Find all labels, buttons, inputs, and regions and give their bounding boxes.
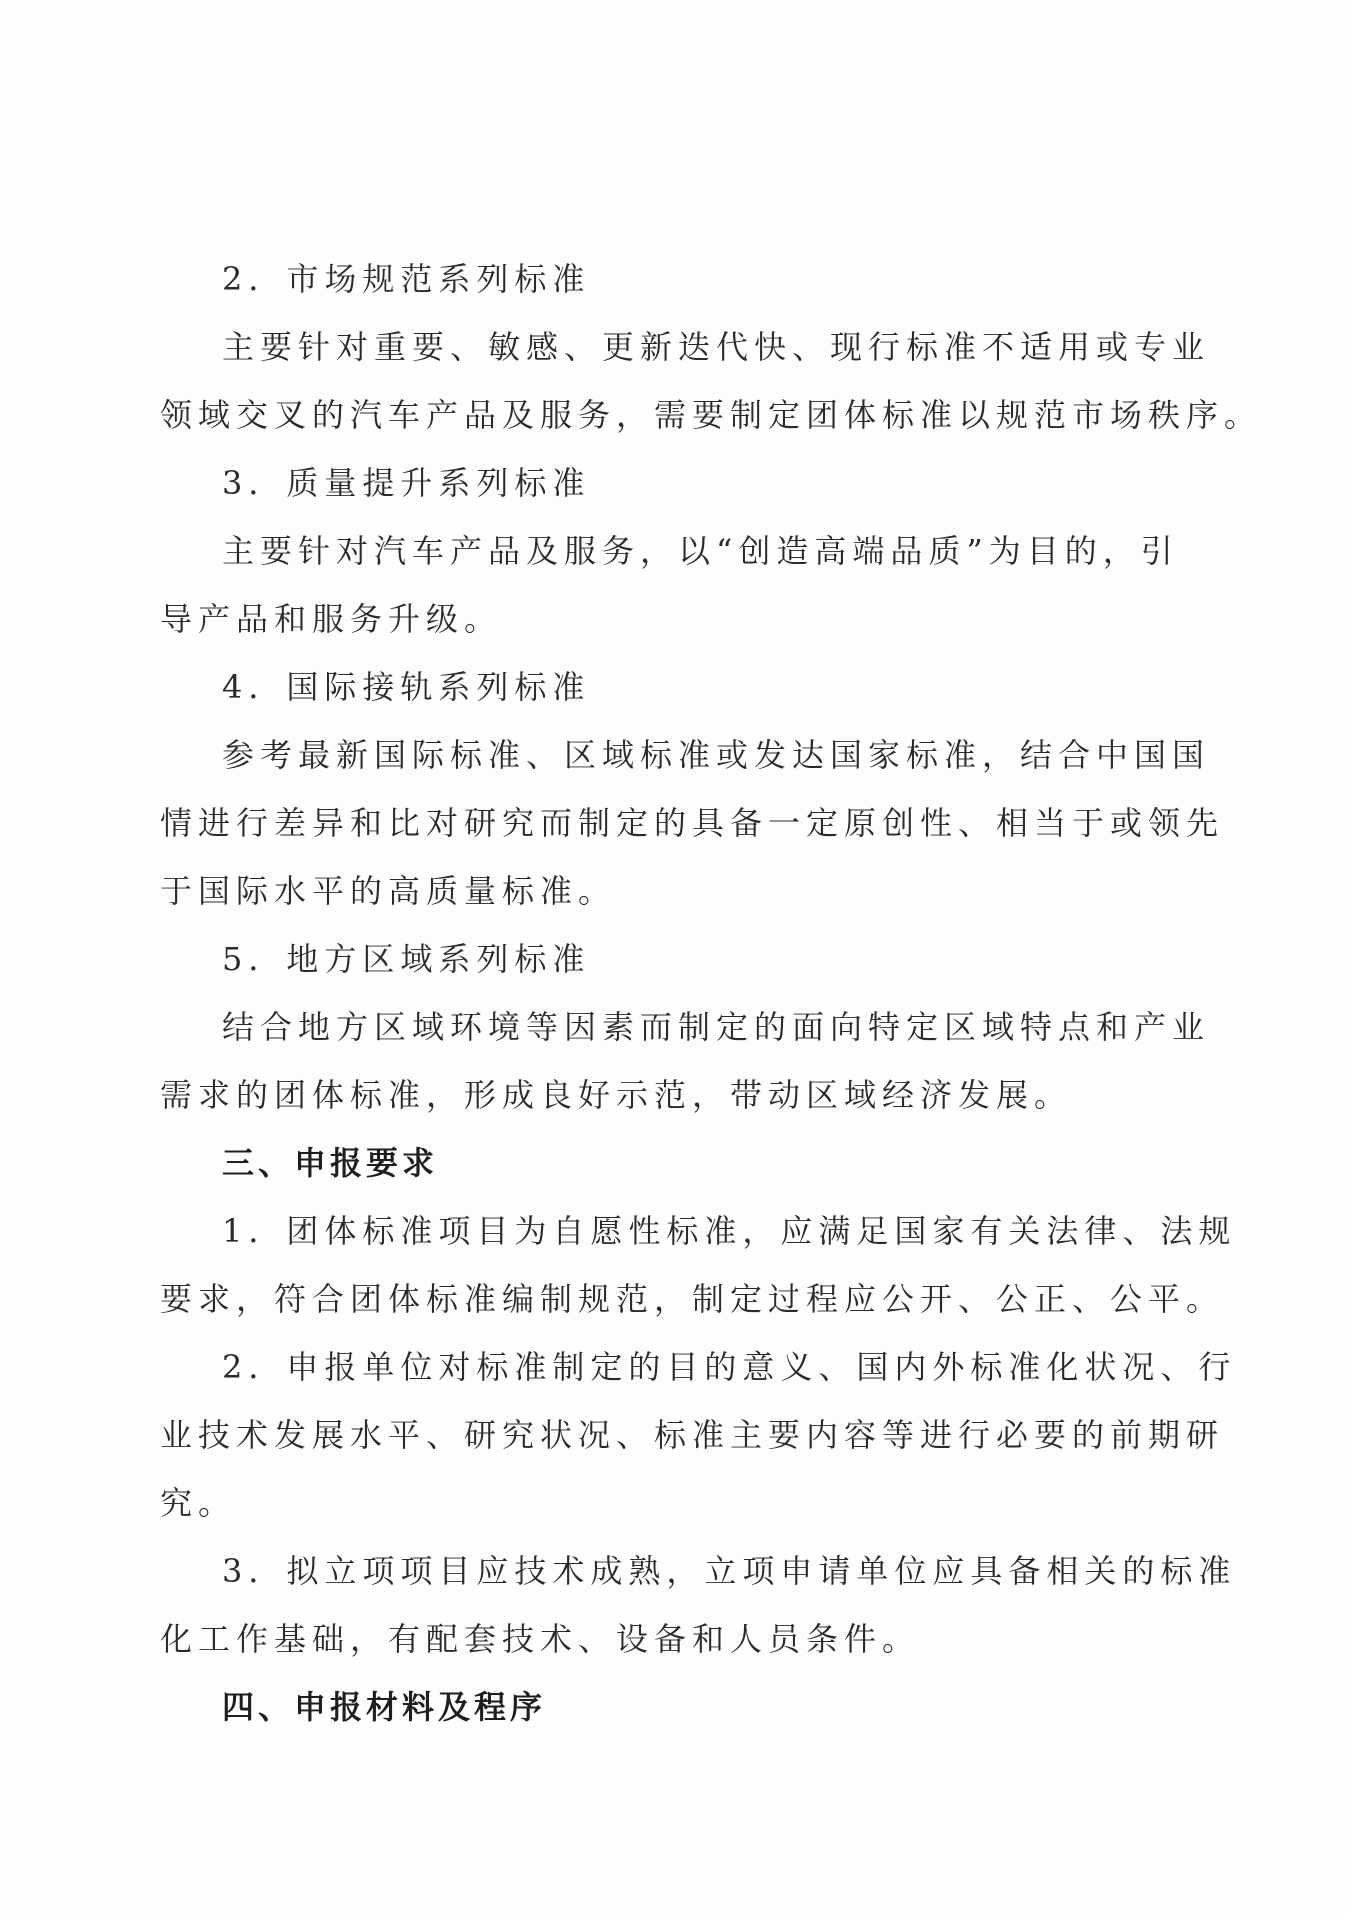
paragraph-line: 情进行差异和比对研究而制定的具备一定原创性、相当于或领先 <box>160 804 1225 842</box>
paragraph-line: 参考最新国际标准、区域标准或发达国家标准，结合中国国 <box>222 736 1211 774</box>
paragraph-line: 领域交叉的汽车产品及服务，需要制定团体标准以规范市场秩序。 <box>160 396 1263 434</box>
paragraph-line: 要求，符合团体标准编制规范，制定过程应公开、公正、公平。 <box>160 1280 1225 1318</box>
item-heading-regional: 5．地方区域系列标准 <box>222 940 591 978</box>
paragraph-line: 2．申报单位对标准制定的目的意义、国内外标准化状况、行 <box>222 1348 1237 1386</box>
item-heading-quality: 3．质量提升系列标准 <box>222 464 591 502</box>
paragraph-line: 主要针对重要、敏感、更新迭代快、现行标准不适用或专业 <box>222 328 1211 366</box>
item-heading-market: 2．市场规范系列标准 <box>222 260 591 298</box>
paragraph-line: 3．拟立项项目应技术成熟，立项申请单位应具备相关的标准 <box>222 1552 1237 1590</box>
item-heading-international: 4．国际接轨系列标准 <box>222 668 591 706</box>
paragraph-line: 于国际水平的高质量标准。 <box>160 872 617 910</box>
paragraph-line: 需求的团体标准，形成良好示范，带动区域经济发展。 <box>160 1076 1073 1114</box>
section-heading-materials: 四、申报材料及程序 <box>222 1688 547 1726</box>
paragraph-line: 化工作基础，有配套技术、设备和人员条件。 <box>160 1620 921 1658</box>
document-body <box>160 245 1263 1741</box>
paragraph-line: 究。 <box>160 1484 237 1522</box>
paragraph-line: 1．团体标准项目为自愿性标准，应满足国家有关法律、法规 <box>222 1212 1237 1250</box>
paragraph-line: 主要针对汽车产品及服务，以“创造高端品质”为目的，引 <box>222 532 1179 570</box>
paragraph-line: 导产品和服务升级。 <box>160 600 503 638</box>
paragraph-line: 结合地方区域环境等因素而制定的面向特定区域特点和产业 <box>222 1008 1211 1046</box>
section-heading-requirements: 三、申报要求 <box>222 1144 439 1182</box>
paragraph-line: 业技术发展水平、研究状况、标准主要内容等进行必要的前期研 <box>160 1416 1225 1454</box>
